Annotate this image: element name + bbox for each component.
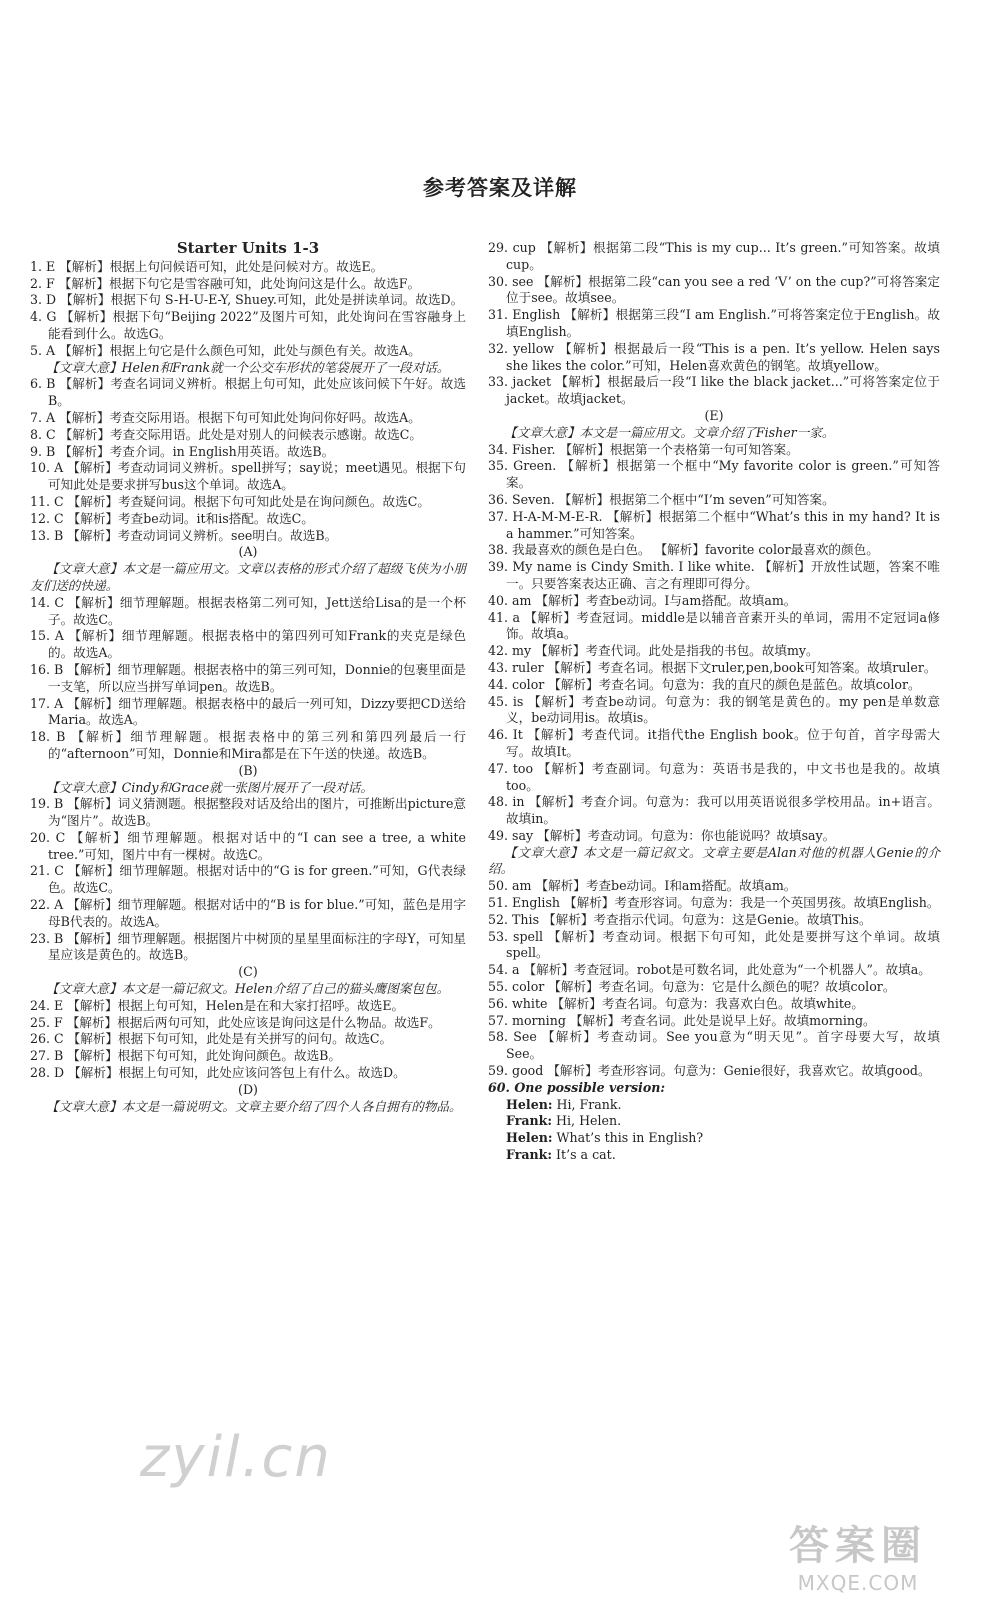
answer-entry: 37. H-A-M-M-E-R. 【解析】根据第二个框中“What’s this in my hand? It is a hammer.”可知答案。	[488, 508, 940, 541]
answer-entry: 41. a 【解析】考查冠词。middle是以辅音音素开头的单词，需用不定冠词a修饰。故填a。	[488, 609, 940, 642]
answer-entry: 19. B 【解析】词义猜测题。根据整段对话及给出的图片，可推断出picture意为“图片”。故选B。	[30, 796, 466, 829]
unit-title: Starter Units 1-3	[176, 239, 320, 257]
answer-entry: 2. F 【解析】根据下句它是雪容融可知，此处询问这是什么。故选F。	[30, 275, 421, 291]
answer-entry: 54. a 【解析】考查冠词。robot是可数名词，此处意为“一个机器人”。故填a。	[488, 962, 931, 978]
passage-summary: 【文章大意】Cindy和Grace就一张图片展开了一段对话。	[46, 779, 373, 795]
answer-entry: 21. C 【解析】细节理解题。根据对话中的“G is for green.”可知，G代表绿色。故选C。	[30, 863, 466, 896]
writing-sample	[488, 1080, 940, 1164]
answer-entry: 50. am 【解析】考查be动词。I和am搭配。故填am。	[488, 878, 797, 894]
watermark-zyil: zyil.cn	[140, 1425, 332, 1490]
answer-entry: 14. C 【解析】细节理解题。根据表格第二列可知，Jett送给Lisa的是一个杯子。故选C。	[30, 594, 466, 627]
answer-entry: 27. B 【解析】根据下句可知，此处询问颜色。故选B。	[30, 1048, 342, 1064]
passage-summary: 【文章大意】Helen和Frank就一个公交车形状的笔袋展开了一段对话。	[46, 359, 450, 375]
answer-entry: 8. C 【解析】考查交际用语。此处是对别人的问候表示感谢。故选C。	[30, 426, 422, 442]
answer-entry: 6. B 【解析】考查名词词义辨析。根据上句可知，此处应该问候下午好。故选B。	[30, 376, 466, 409]
answer-entry: 4. G 【解析】根据下句“Beijing 2022”及图片可知，此处询问在雪容融身上能看到什么。故选G。	[30, 309, 466, 341]
answer-entry: 47. too 【解析】考查副词。句意为：英语书是我的，中文书也是我的。故填too。	[488, 760, 940, 793]
answer-entry: 39. My name is Cindy Smith. I like white. 【解析】开放性试题，答案不唯一。只要答案表达正确、言之有理即可得分。	[488, 559, 940, 591]
answer-entry: 31. English 【解析】根据第三段“I am English.”可将答案定位于English。故填English。	[488, 307, 940, 339]
answer-entry: 24. E 【解析】根据上句可知，Helen是在和大家打招呼。故选E。	[30, 997, 405, 1013]
right-answer-list	[488, 240, 940, 1080]
section-label: (E)	[704, 407, 724, 423]
answer-entry: 38. 我最喜欢的颜色是白色。 【解析】favorite color最喜欢的颜色。	[488, 542, 879, 558]
sample-text: What’s this in English?	[552, 1130, 704, 1146]
answer-entry: 46. It 【解析】考查代词。it指代the English book。位于句首，首字母需大写。故填It。	[488, 727, 940, 759]
answer-entry: 15. A 【解析】细节理解题。根据表格中的第四列可知Frank的夹克是绿色的。故选A。	[30, 628, 466, 661]
sample-speaker: Frank:	[506, 1147, 553, 1163]
answer-entry: 32. yellow 【解析】根据最后一段“This is a pen. It’s yellow. Helen says she likes the color.”可知，Helen喜欢黄色的钢笔。故填yellow。	[488, 340, 940, 373]
answer-entry: 12. C 【解析】考查be动词。it和is搭配。故选C。	[30, 510, 314, 526]
answer-entry: 36. Seven. 【解析】根据第二个框中“I’m seven”可知答案。	[488, 491, 835, 507]
answer-entry: 5. A 【解析】根据上句它是什么颜色可知，此处与颜色有关。故选A。	[30, 342, 421, 358]
answer-entry: 57. morning 【解析】考查名词。此处是说早上好。故填morning。	[488, 1012, 876, 1028]
answer-entry: 26. C 【解析】根据下句可知，此处是有关拼写的问句。故选C。	[30, 1031, 393, 1047]
answer-entry: 3. D 【解析】根据下句 S-H-U-E-Y, Shuey.可知，此处是拼读单词。故选D。	[30, 292, 464, 308]
answer-entry: 13. B 【解析】考查动词词义辨析。see明白。故选B。	[30, 527, 338, 543]
answer-entry: 18. B 【解析】细节理解题。根据表格中的第三列和第四列最后一行的“afternoon”可知，Donnie和Mira都是在下午送的快递。故选B。	[30, 729, 466, 761]
passage-summary: 【文章大意】本文是一篇应用文。文章以表格的形式介绍了超级飞侠为小朋友们送的快递。	[30, 561, 466, 593]
sample-line	[506, 1130, 940, 1147]
section-label: (B)	[238, 762, 258, 778]
right-column	[488, 240, 940, 1164]
answer-entry: 42. my 【解析】考查代词。此处是指我的书包。故填my。	[488, 643, 819, 659]
section-label: (D)	[238, 1081, 258, 1097]
watermark-mxqe-url: MXQE.COM	[797, 1571, 919, 1595]
answer-entry: 40. am 【解析】考查be动词。I与am搭配。故填am。	[488, 592, 797, 608]
sample-line	[506, 1113, 940, 1130]
passage-summary: 【文章大意】本文是一篇记叙文。Helen介绍了自己的猫头鹰图案包包。	[46, 981, 450, 997]
answer-entry: 1. E 【解析】根据上句问候语可知，此处是问候对方。故选E。	[30, 258, 384, 274]
sample-title	[488, 1079, 940, 1097]
passage-summary: 【文章大意】本文是一篇说明文。文章主要介绍了四个人各自拥有的物品。	[46, 1098, 462, 1114]
answer-entry: 16. B 【解析】细节理解题。根据表格中的第三列可知，Donnie的包裹里面是一支笔，所以应当拼写单词pen。故选B。	[30, 661, 466, 694]
section-label: (A)	[238, 544, 258, 560]
answer-entry: 7. A 【解析】考查交际用语。根据下句可知此处询问你好吗。故选A。	[30, 409, 421, 425]
answer-entry: 56. white 【解析】考查名词。句意为：我喜欢白色。故填white。	[488, 995, 864, 1011]
answer-entry: 22. A 【解析】细节理解题。根据对话中的“B is for blue.”可知，蓝色是用字母B代表的。故选A。	[30, 897, 466, 929]
answer-entry: 55. color 【解析】考查名词。句意为：它是什么颜色的呢？故填color。	[488, 979, 896, 995]
answer-entry: 45. is 【解析】考查be动词。句意为：我的钢笔是黄色的。my pen是单数意义，be动词用is。故填is。	[488, 693, 940, 726]
answer-entry: 49. say 【解析】考查动词。句意为：你也能说吗？故填say。	[488, 827, 836, 843]
sample-version-label: One possible version:	[514, 1079, 666, 1095]
answer-entry: 10. A 【解析】考查动词词义辨析。spell拼写；say说；meet遇见。根据下句可知此处是要求拼写bus这个单词。故选A。	[30, 460, 466, 493]
sample-speaker: Frank:	[506, 1113, 553, 1129]
answer-entry: 30. see 【解析】根据第二段“can you see a red ‘V’ on the cup?”可将答案定位于see。故填see。	[488, 273, 940, 306]
sample-text: Hi, Frank.	[552, 1096, 622, 1112]
sample-text: It’s a cat.	[552, 1147, 616, 1163]
sample-speaker: Helen:	[506, 1130, 553, 1146]
answer-entry: 53. spell 【解析】考查动词。根据下句可知，此处是要拼写这个单词。故填spell。	[488, 928, 940, 961]
sample-number: 60.	[488, 1079, 510, 1095]
sample-speaker: Helen:	[506, 1096, 553, 1112]
sample-text: Hi, Helen.	[552, 1113, 622, 1129]
answer-entry: 29. cup 【解析】根据第二段“This is my cup... It’s green.”可知答案。故填cup。	[488, 240, 940, 272]
passage-summary: 【文章大意】本文是一篇记叙文。文章主要是Alan对他的机器人Genie的介绍。	[488, 844, 940, 877]
answer-entry: 43. ruler 【解析】考查名词。根据下文ruler,pen,book可知答案。故填ruler。	[488, 659, 937, 675]
answer-entry: 9. B 【解析】考查介词。in English用英语。故选B。	[30, 443, 335, 459]
answer-entry: 48. in 【解析】考查介词。句意为：我可以用英语说很多学校用品。in+语言。故填in。	[488, 794, 940, 827]
answer-entry: 35. Green. 【解析】根据第一个框中“My favorite color is green.”可知答案。	[488, 458, 940, 491]
section-label: (C)	[238, 964, 258, 980]
answer-entry: 33. jacket 【解析】根据最后一段“I like the black jacket...”可将答案定位于jacket。故填jacket。	[488, 374, 940, 407]
answer-entry: 58. See 【解析】考查动词。See you意为“明天见”。首字母要大写，故填See。	[488, 1029, 940, 1062]
answer-entry: 44. color 【解析】考查名词。句意为：我的直尺的颜色是蓝色。故填color。	[488, 676, 921, 692]
answer-entry: 51. English 【解析】考查形容词。句意为：我是一个英国男孩。故填English。	[488, 895, 940, 911]
page-title: 参考答案及详解	[423, 175, 577, 200]
answer-entry: 11. C 【解析】考查疑问词。根据下句可知此处是在询问颜色。故选C。	[30, 493, 430, 509]
watermark-mxqe	[728, 1514, 988, 1595]
answer-entry: 17. A 【解析】细节理解题。根据表格中的最后一列可知，Dizzy要把CD送给Maria。故选A。	[30, 695, 466, 728]
answer-entry: 59. good 【解析】考查形容词。句意为：Genie很好，我喜欢它。故填good。	[488, 1063, 931, 1079]
sample-line	[506, 1097, 940, 1114]
sample-line	[506, 1147, 940, 1164]
answer-entry: 52. This 【解析】考查指示代词。句意为：这是Genie。故填This。	[488, 911, 872, 927]
answer-entry: 20. C 【解析】细节理解题。根据对话中的“I can see a tree, a white tree.”可知，图片中有一棵树。故选C。	[30, 829, 466, 862]
watermark-mxqe-logo: 答案圈	[789, 1523, 927, 1569]
left-column	[30, 240, 466, 1115]
answer-entry: 23. B 【解析】细节理解题。根据图片中树顶的星星里面标注的字母Y，可知星星应该是黄色的。故选B。	[30, 930, 467, 963]
answer-entry: 25. F 【解析】根据后两句可知，此处应该是询问这是什么物品。故选F。	[30, 1014, 441, 1030]
answer-entry: 28. D 【解析】根据上句可知，此处应该问答包上有什么。故选D。	[30, 1065, 406, 1081]
passage-summary: 【文章大意】本文是一篇应用文。文章介绍了Fisher一家。	[504, 424, 835, 440]
answer-entry: 34. Fisher. 【解析】根据第一个表格第一句可知答案。	[488, 441, 799, 457]
